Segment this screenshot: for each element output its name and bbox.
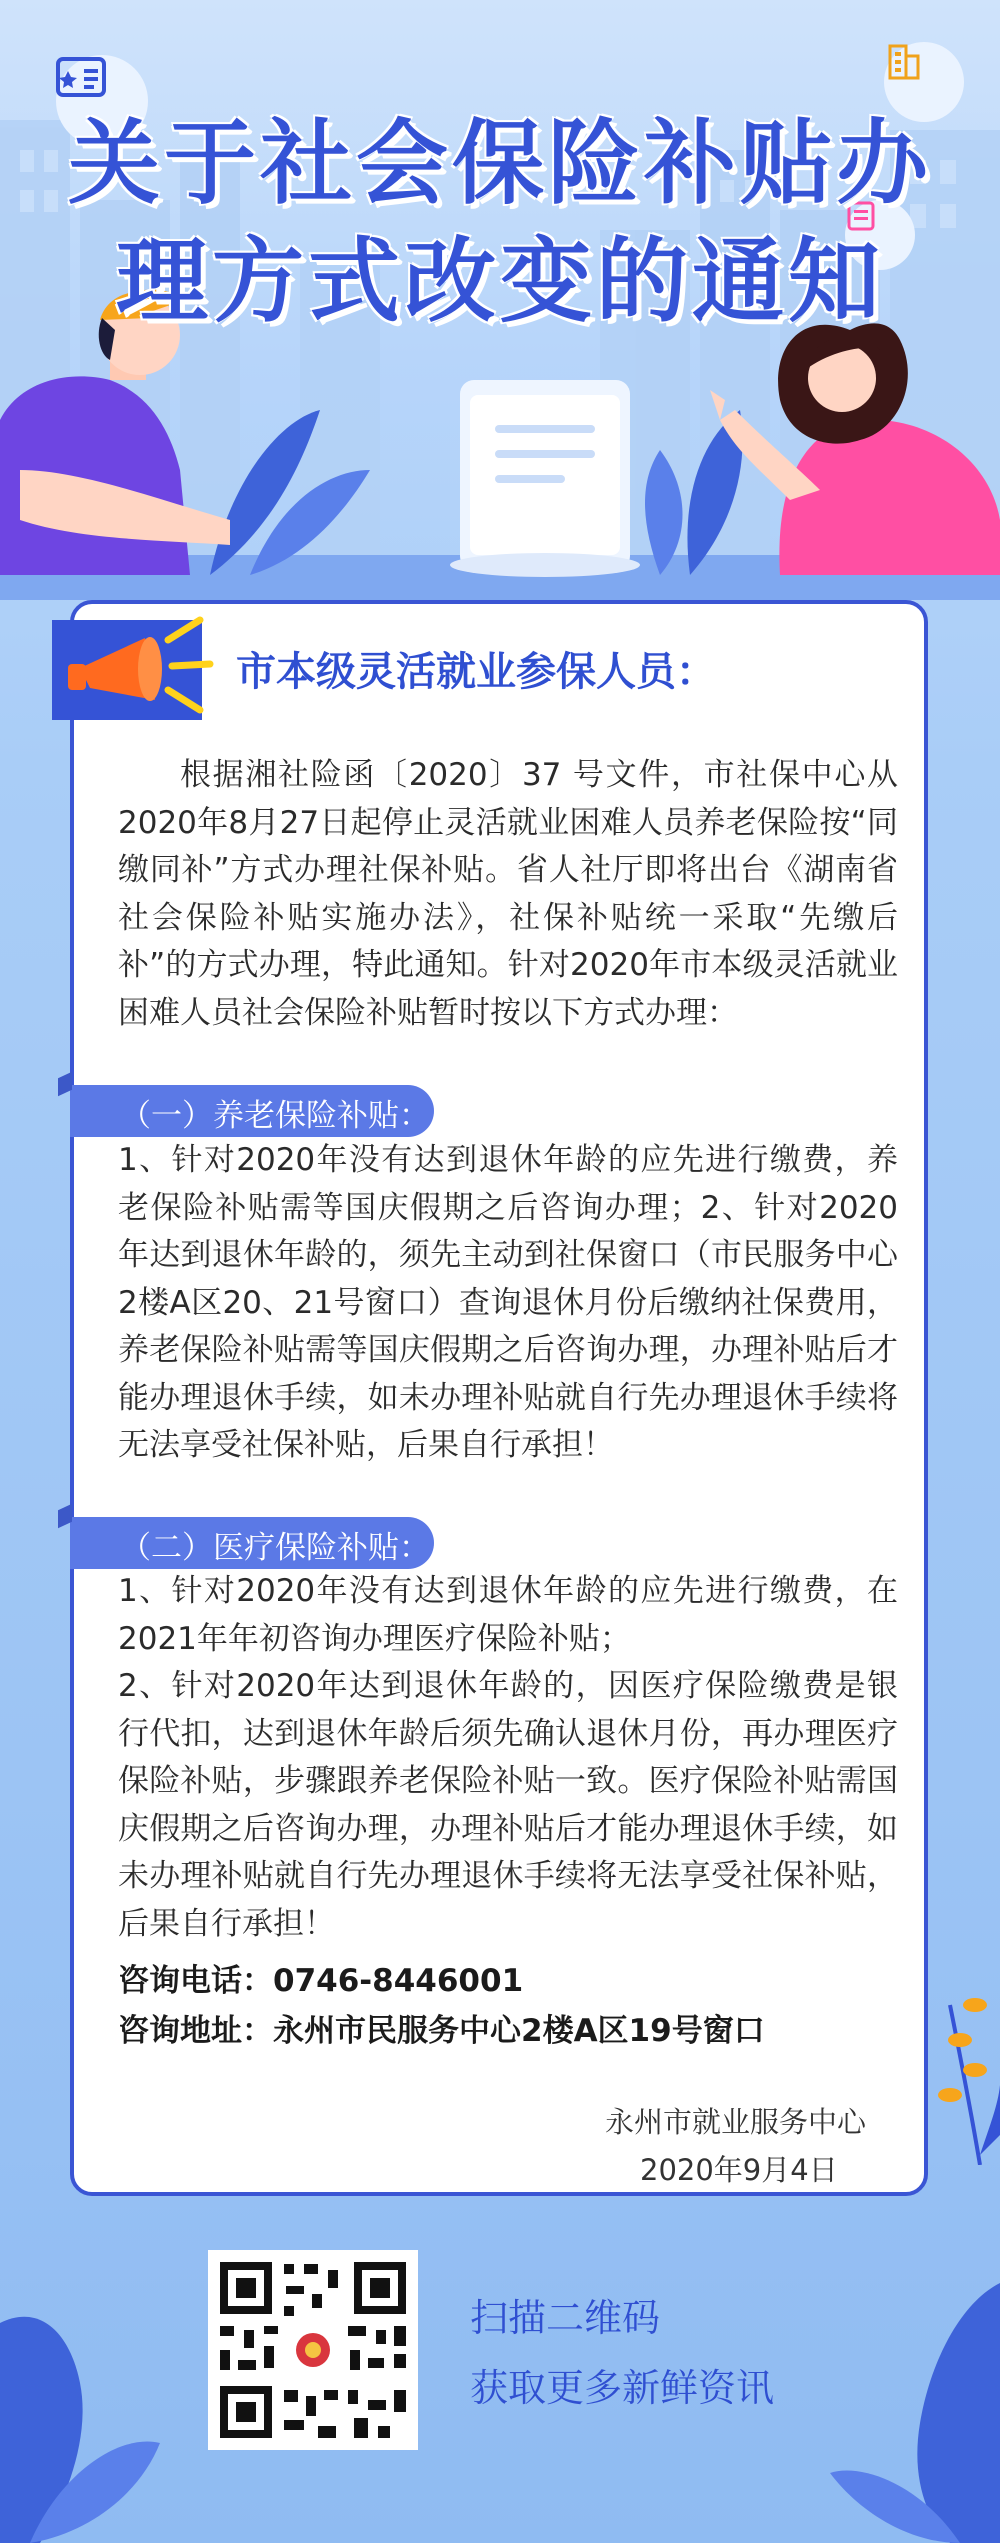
contact-phone: 咨询电话：0746-8446001 [118, 1963, 524, 1999]
building-icon [884, 42, 924, 82]
signature-date: 2020年9月4日 [640, 2153, 838, 2187]
id-card-icon [56, 55, 106, 99]
scan-qr-text: 扫描二维码 [470, 2296, 661, 2340]
medical-paragraph-1: 1、针对2020年没有达到退休年龄的应先进行缴费，在2021年年初咨询办理医疗保险补贴； [118, 1573, 898, 1657]
medical-subsidy-tag [70, 1517, 434, 1569]
intro-paragraph: 根据湘社险函〔2020〕37 号文件，市社保中心从2020年8月27日起停止灵活就业困难人员养老保险按“同缴同补”方式办理社保补贴。省人社厅即将出台《湖南省社会保险补贴实施办法》，社保补贴统一采取“先缴后补”的方式办理，特此通知。针对2020年市本级灵活就业困难人员社会保险补贴暂时按以下方式办理： [118, 757, 898, 1031]
medical-subsidy-label: （二）医疗保险补贴： [120, 1530, 430, 1566]
pension-paragraph: 1、针对2020年没有达到退休年龄的应先进行缴费，养老保险补贴需等国庆假期之后咨询办理；2、针对2020年达到退休年龄的，须先主动到社保窗口（市民服务中心2楼A区20、21号窗口）查询退休月份后缴纳社保费用，养老保险补贴需等国庆假期之后咨询办理，办理补贴后才能办理退休手续，如未办理补贴就自行先办理退休手续将无法享受社保补贴，后果自行承担！ [118, 1142, 898, 1463]
pension-subsidy-tag [70, 1085, 434, 1137]
pension-subsidy-label: （一）养老保险补贴： [120, 1098, 430, 1134]
medical-paragraph-2: 2、针对2020年达到退休年龄的，因医疗保险缴费是银行代扣，达到退休年龄后须先确认退休月份，再办理医疗保险补贴，步骤跟养老保险补贴一致。医疗保险补贴需国庆假期之后咨询办理，办理补贴后才能办理退休手续，如未办理补贴就自行先办理退休手续将无法享受社保补贴，后果自行承担！ [118, 1668, 898, 1942]
megaphone-icon [50, 600, 220, 730]
section-title: 市本级灵活就业参保人员： [236, 649, 716, 695]
qr-code[interactable] [208, 2250, 418, 2450]
scan-qr-subtext: 获取更多新鲜资讯 [470, 2366, 775, 2410]
signature-org: 永州市就业服务中心 [605, 2105, 867, 2139]
title-line-1: 关于社会保险补贴办 [67, 110, 932, 217]
page-title [60, 105, 940, 341]
contact-address: 咨询地址：永州市民服务中心2楼A区19号窗口 [118, 2013, 765, 2049]
hero-banner [0, 0, 1000, 600]
qr-code-icon [208, 2250, 418, 2450]
flower-decoration [920, 1985, 1000, 2165]
title-line-2: 理方式改变的通知 [115, 228, 884, 335]
